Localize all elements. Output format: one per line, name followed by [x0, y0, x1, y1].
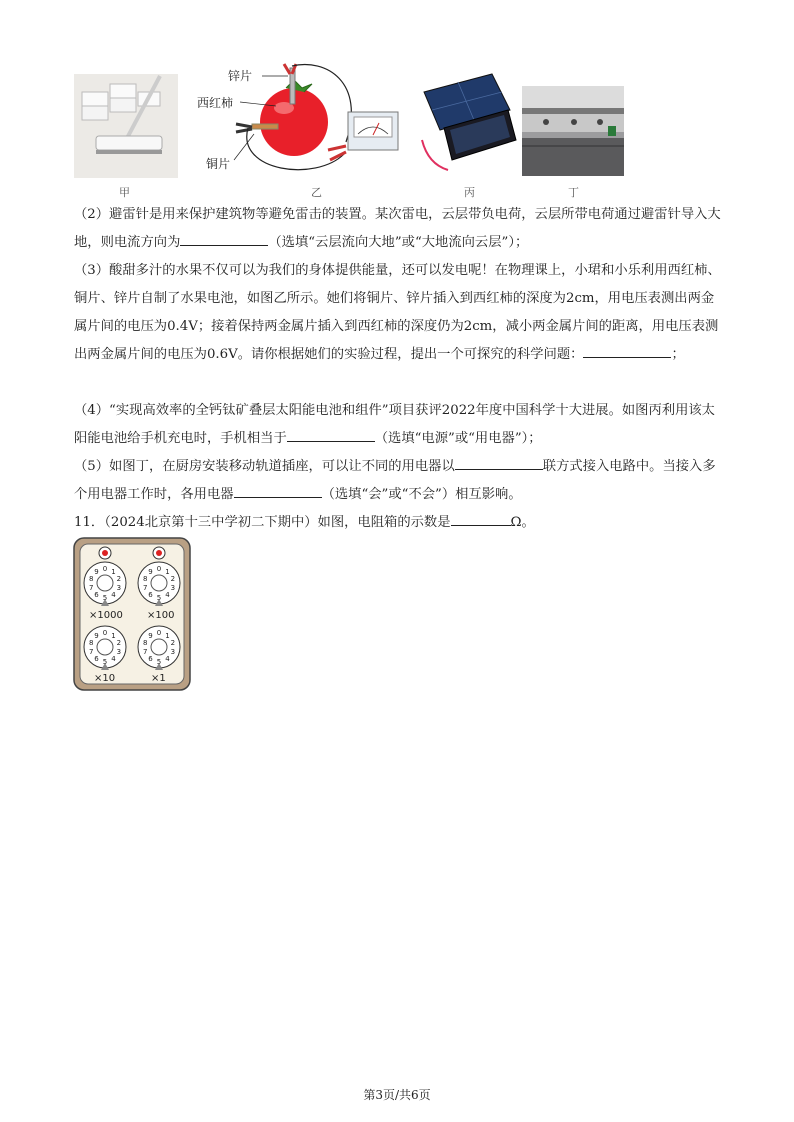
- dial-digit: 4: [165, 591, 170, 600]
- question-5: （5）如图丁，在厨房安装移动轨道插座，可以让不同的用电器以 联方式接入电路中。当接入多个用电器工作时，各用电器 （选填“会”或“不会”）相互影响。: [74, 453, 724, 509]
- dial-digit: 5: [156, 658, 162, 666]
- dial-digit: 6: [148, 591, 153, 600]
- label-copper: 铜片: [206, 157, 231, 171]
- dial-digit: 8: [142, 575, 148, 583]
- dial-digit: 0: [102, 565, 108, 573]
- figure-bing-solar-phone: [418, 70, 518, 176]
- answer-blank-q5b[interactable]: [234, 483, 322, 498]
- figure-bing-caption: 丙: [464, 186, 475, 199]
- dial-digit: 9: [94, 631, 99, 640]
- dial-digit: 7: [88, 648, 94, 656]
- dial-digit: 6: [148, 655, 153, 664]
- answer-blank-q5a[interactable]: [455, 455, 543, 470]
- answer-blank-q4[interactable]: [287, 427, 375, 442]
- figure-ding-kitchen-track: [522, 86, 624, 176]
- dial-digit: 8: [142, 639, 148, 647]
- figure-yi-caption: 乙: [311, 186, 322, 199]
- dial-digit: 9: [148, 567, 153, 576]
- dial-digit: 3: [116, 648, 122, 656]
- terminal-icon: [153, 547, 165, 559]
- dial-digit: 7: [142, 648, 148, 656]
- question-3: （3）酸甜多汁的水果不仅可以为我们的身体提供能量，还可以发电呢！在物理课上，小珺和小乐利用西红柿、铜片、锌片自制了水果电池，如图乙所示。她们将铜片、锌片插入到西红柿的深度为2cm，用电压表测出两金属片间的电压为0.4V；接着保持两金属片插入到西红柿的深度仍为2cm，减小两金属片间的距离，用电压表测出两金属片间的电压为0.6V。请你根据她们的实验过程，提出一个可探究的科学问题： ；: [74, 263, 721, 362]
- dial-digit: 9: [94, 567, 99, 576]
- dial-digit: 7: [88, 584, 94, 592]
- figure-jia-caption: 甲: [119, 186, 130, 199]
- dial-digit: 2: [116, 575, 122, 583]
- page-footer: 第3页/共6页: [363, 1088, 431, 1102]
- answer-blank-q11[interactable]: [451, 511, 511, 526]
- dial-digit: 2: [170, 639, 176, 647]
- answer-blank-q3[interactable]: [583, 343, 671, 358]
- multiplier-1: ×1: [151, 673, 166, 684]
- dial-digit: 8: [88, 639, 94, 647]
- dial-digit: 5: [102, 594, 108, 602]
- dial-digit: 2: [116, 639, 122, 647]
- dial-digit: 5: [102, 658, 108, 666]
- dial-digit: 0: [102, 629, 108, 637]
- dial-digit: 3: [170, 584, 176, 592]
- dial-digit: 4: [165, 655, 170, 664]
- dial-digit: 4: [111, 655, 116, 664]
- multiplier-100: ×100: [147, 610, 175, 621]
- terminal-icon: [99, 547, 111, 559]
- dial-digit: 3: [170, 648, 176, 656]
- label-zinc: 锌片: [228, 69, 253, 83]
- dial-digit: 3: [116, 584, 122, 592]
- label-tomato: 西红柿: [197, 96, 234, 110]
- dial-digit: 0: [156, 629, 162, 637]
- multiplier-1000: ×1000: [89, 610, 123, 621]
- question-4: （4）“实现高效率的全钙钛矿叠层太阳能电池和组件”项目获评2022年度中国科学十大进展。如图丙利用该太阳能电池给手机充电时，手机相当于 （选填“电源”或“用电器”）；: [74, 403, 715, 446]
- dial-digit: 7: [142, 584, 148, 592]
- dial-digit: 4: [111, 591, 116, 600]
- question-2: （2）避雷针是用来保护建筑物等避免雷击的装置。某次雷电，云层带负电荷，云层所带电荷通过避雷针导入大地，则电流方向为 （选填“云层流向大地”或“大地流向云层”）；: [74, 207, 721, 250]
- figure-ding-caption: 丁: [568, 186, 579, 199]
- dial-digit: 2: [170, 575, 176, 583]
- dial-digit: 1: [111, 567, 116, 576]
- dial-digit: 1: [165, 631, 170, 640]
- answer-blank-q2[interactable]: [180, 231, 268, 246]
- dial-digit: 1: [111, 631, 116, 640]
- dial-digit: 6: [94, 591, 99, 600]
- dial-digit: 1: [165, 567, 170, 576]
- question-11: 11．（2024北京第十三中学初二下期中）如图，电阻箱的示数是 Ω。: [74, 509, 724, 537]
- multiplier-10: ×10: [94, 673, 116, 684]
- dial-digit: 8: [88, 575, 94, 583]
- dial-digit: 5: [156, 594, 162, 602]
- dial-digit: 6: [94, 655, 99, 664]
- dial-digit: 9: [148, 631, 153, 640]
- figure-jia-mop-image: [74, 74, 178, 178]
- dial-digit: 0: [156, 565, 162, 573]
